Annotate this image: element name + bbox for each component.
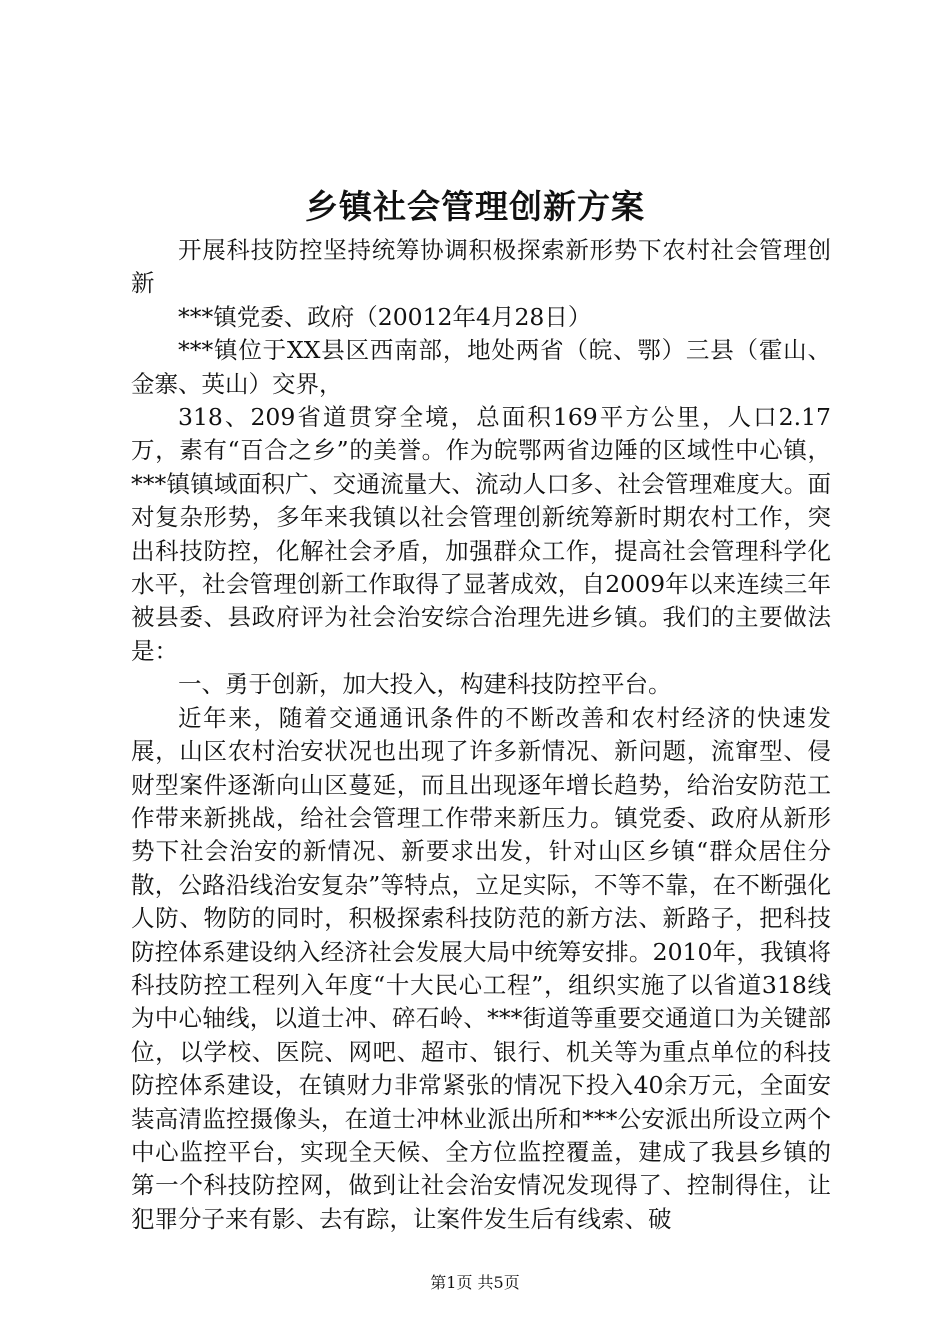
paragraph-overview: 318、209省道贯穿全境，总面积169平方公里，人口2.17万，素有“百合之乡”的美誉。作为皖鄂两省边陲的区域性中心镇，***镇镇域面积广、交通流量大、流动人口多、社会管理难度大。面对复杂形势，多年来我镇以社会管理创新统筹新时期农村工作，突出科技防控，化解社会矛盾，加强群众工作，提高社会管理科学化水平，社会管理创新工作取得了显著成效，自2009年以来连续三年被县委、县政府评为社会治安综合治理先进乡镇。我们的主要做法是： [131,403,831,665]
page-number-footer: 第1页 共5页 [430,1273,520,1292]
paragraph-section-heading: 一、勇于创新，加大投入，构建科技防控平台。 [178,670,672,699]
document-title: 乡镇社会管理创新方案 [305,187,645,226]
paragraph-section-body: 近年来，随着交通通讯条件的不断改善和农村经济的快速发展，山区农村治安状况也出现了许多新情况、新问题，流窜型、侵财型案件逐渐向山区蔓延，而且出现逐年增长趋势，给治安防范工作带来新挑战，给社会管理工作带来新压力。镇党委、政府从新形势下社会治安的新情况、新要求出发，针对山区乡镇“群众居住分散，公路沿线治安复杂”等特点，立足实际，不等不靠，在不断强化人防、物防的同时，积极探索科技防范的新方法、新路子，把科技防控体系建设纳入经济社会发展大局中统筹安排。2010年，我镇将科技防控工程列入年度“十大民心工程”，组织实施了以省道318线为中心轴线，以道士冲、碎石岭、***街道等重要交通道口为关键部位，以学校、医院、网吧、超市、银行、机关等为重点单位的科技防控体系建设，在镇财力非常紧张的情况下投入40余万元，全面安装高清监控摄像头，在道士冲林业派出所和***公安派出所设立两个中心监控平台，实现全天候、全方位监控覆盖，建成了我县乡镇的第一个科技防控网，做到让社会治安情况发现得了、控制得住，让犯罪分子来有影、去有踪，让案件发生后有线索、破 [131,703,831,1233]
paragraph-subtitle: 开展科技防控坚持统筹协调积极探索新形势下农村社会管理创新 [131,236,831,298]
document-body [131,234,831,1236]
paragraph-author-date: ***镇党委、政府（20012年4月28日） [178,302,592,331]
paragraph-location: ***镇位于XX县区西南部，地处两省（皖、鄂）三县（霍山、金寨、英山）交界， [131,336,831,398]
